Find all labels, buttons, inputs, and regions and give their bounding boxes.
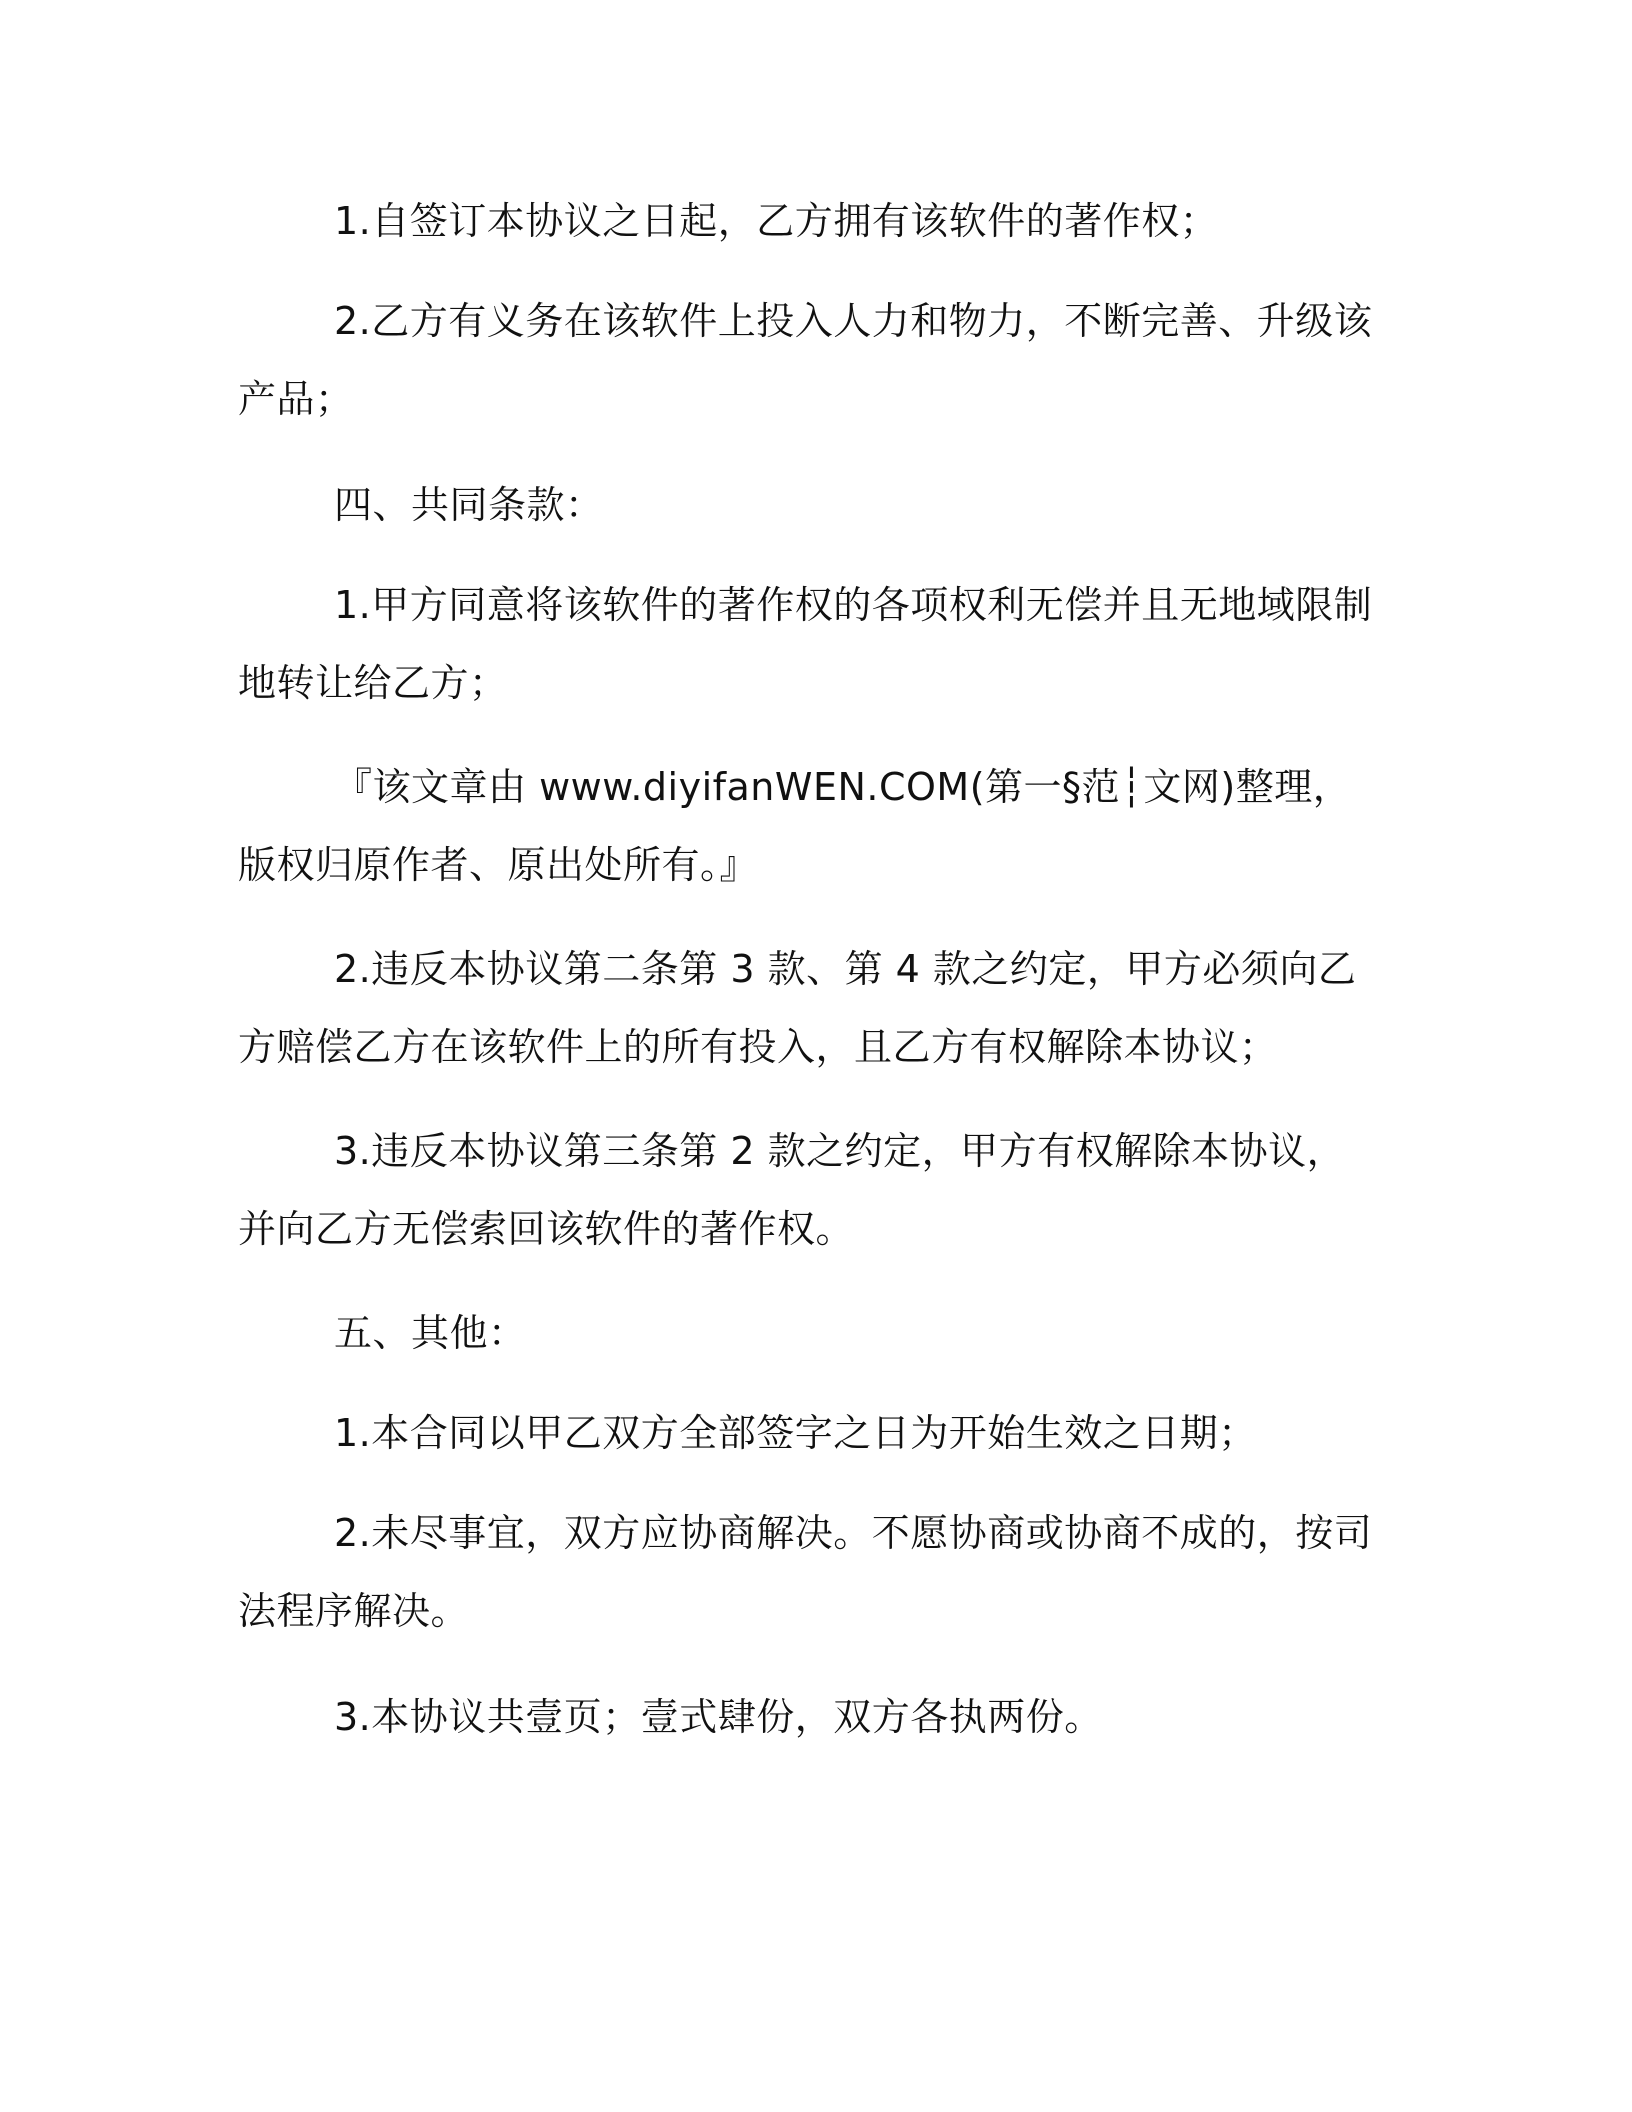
section-heading: 四、共同条款： bbox=[334, 483, 604, 527]
clause-paragraph: 3.本协议共壹页；壹式肆份，双方各执两份。 bbox=[334, 1695, 1103, 1739]
clause-paragraph: 1.甲方同意将该软件的著作权的各项权利无偿并且无地域限制地转让给乙方； bbox=[238, 583, 1373, 705]
clause-paragraph: 2.未尽事宜，双方应协商解决。不愿协商或协商不成的，按司法程序解决。 bbox=[238, 1511, 1373, 1633]
clause-paragraph: 1.自签订本协议之日起，乙方拥有该软件的著作权； bbox=[334, 199, 1219, 243]
clause-paragraph: 3.违反本协议第三条第 2 款之约定，甲方有权解除本协议，并向乙方无偿索回该软件的著作权。 bbox=[238, 1129, 1346, 1251]
source-note-paragraph: 『该文章由 www.diyifanWEN.COM(第一§范┆文网)整理，版权归原作者、原出处所有。』 bbox=[238, 765, 1352, 887]
clause-paragraph: 2.乙方有义务在该软件上投入人力和物力，不断完善、升级该产品； bbox=[238, 299, 1373, 421]
clause-paragraph: 1.本合同以甲乙双方全部签字之日为开始生效之日期； bbox=[334, 1411, 1257, 1455]
clause-paragraph: 2.违反本协议第二条第 3 款、第 4 款之约定，甲方必须向乙方赔偿乙方在该软件上的所有投入，且乙方有权解除本协议； bbox=[238, 947, 1357, 1069]
section-heading: 五、其他： bbox=[334, 1311, 527, 1355]
